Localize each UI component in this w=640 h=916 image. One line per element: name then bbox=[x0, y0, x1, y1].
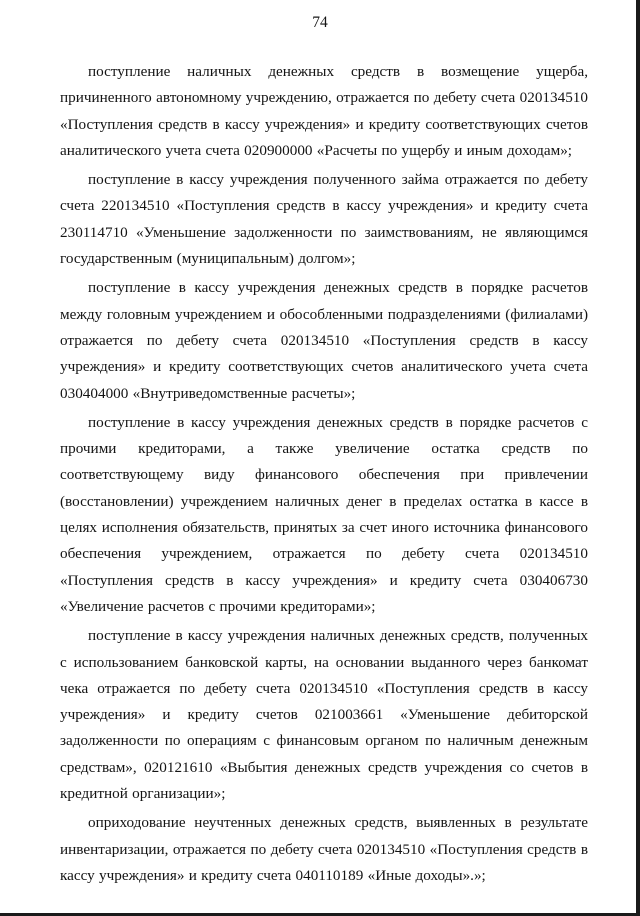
scan-edge-right bbox=[636, 0, 640, 916]
paragraph-loan-receipt: поступление в кассу учреждения полученного займа отражается по дебету счета 220134510 «Поступления средств в кассу учреждения» и кредиту счета 230114710 «Уменьшение задолженности по заимствованиям, не являющимся государственным (муниципальным) долгом»; bbox=[60, 171, 588, 268]
paragraph-unaccounted-funds: оприходование неучтенных денежных средств, выявленных в результате инвентаризации, отражается по дебету счета 020134510 «Поступления средств в кассу учреждения» и кредиту счета 040110189 «Иные доходы».»; bbox=[60, 814, 588, 884]
page-number: 74 bbox=[312, 14, 328, 31]
paragraph-cash-damage-compensation: поступление наличных денежных средств в возмещение ущерба, причиненного автономному учреждению, отражается по дебету счета 020134510 «Поступления средств в кассу учреждения» и кредиту соответствующих счетов аналитического учета счета 020900000 «Расчеты по ущербу и иным доходам»; bbox=[60, 63, 588, 159]
paragraph-bank-card-receipt: поступление в кассу учреждения наличных денежных средств, полученных с использованием банковской карты, на основании выданного через банкомат чека отражается по дебету счета 020134510 «Поступления средств в кассу учреждения» и кредиту счетов 021003661 «Уменьшение дебиторской задолженности по операциям с финансовым органом по наличным денежным средствам», 020121610 «Выбытия денежных средств учреждения со счетов в кредитной организации»; bbox=[60, 627, 588, 803]
paragraph-internal-settlements: поступление в кассу учреждения денежных средств в порядке расчетов между головным учреждением и обособленными подразделениями (филиалами) отражается по дебету счета 020134510 «Поступления средств в кассу учреждения» и кредиту соответствующих счетов аналитического учета счета 030404000 «Внутриведомственные расчеты»; bbox=[60, 279, 588, 402]
page-body bbox=[60, 59, 588, 892]
paragraph-other-creditors: поступление в кассу учреждения денежных средств в порядке расчетов с прочими кредиторами, а также увеличение остатка средств по соответствующему виду финансового обеспечения при привлечении (восстановлении) учреждением наличных денег в пределах остатка в кассе в целях исполнения обязательств, принятых за счет иного источника финансового обеспечения учреждением, отражается по дебету счета 020134510 «Поступления средств в кассу учреждения» и кредиту счета 030406730 «Увеличение расчетов с прочими кредиторами»; bbox=[60, 413, 588, 615]
